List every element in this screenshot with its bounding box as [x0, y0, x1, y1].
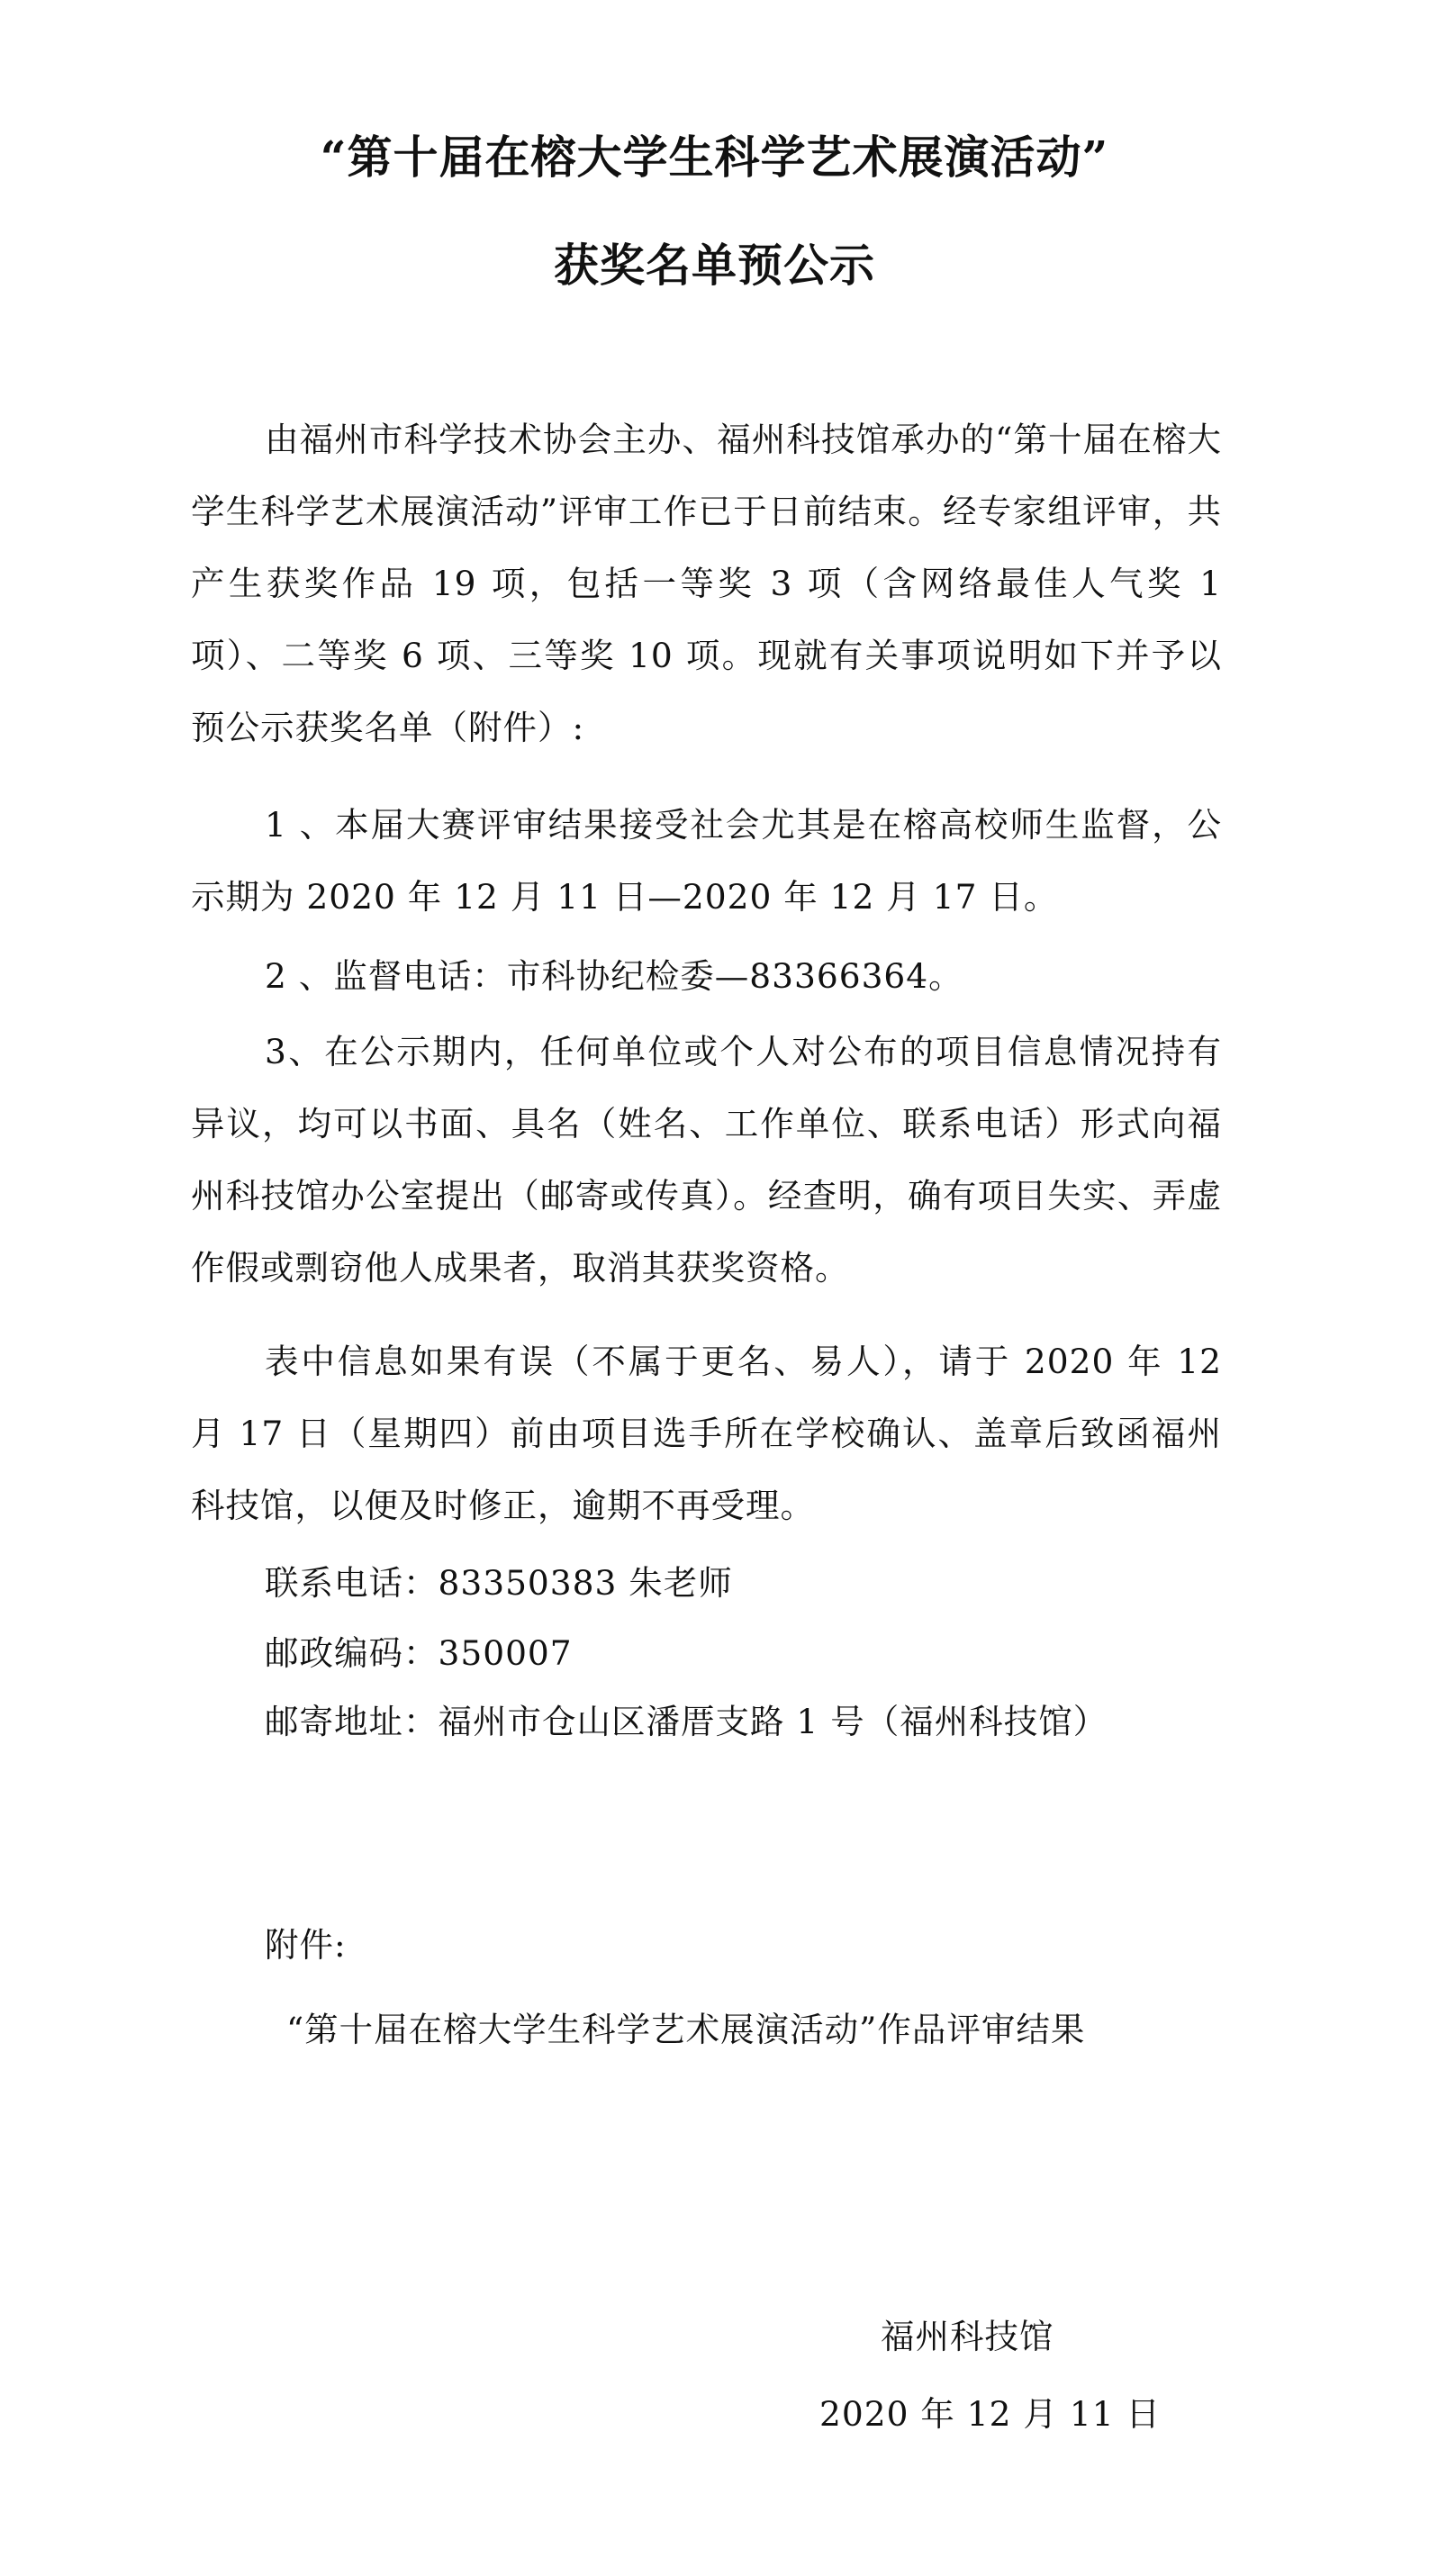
signature-date: 2020 年 12 月 11 日 [819, 2394, 1161, 2434]
attachment-label: 附件: [265, 1925, 347, 1965]
intro-paragraph: 由福州市科学技术协会主办、福州科技馆承办的“第十届在榕大学生科学艺术展演活动”评审工作已于日前结束。经专家组评审，共产生获奖作品 19 项，包括一等奖 3 项（含网络最佳人气奖 1 项）、二等奖 6 项、三等奖 10 项。现就有关事项说明如下并予以预公示获奖名单（附件）: [191, 420, 1222, 747]
attachment-item: “第十届在榕大学生科学艺术展演活动”作品评审结果 [286, 2010, 1086, 2049]
notice-item-1: 1 、本届大赛评审结果接受社会尤其是在榕高校师生监督，公示期为 2020 年 12 月 11 日—2020 年 12 月 17 日。 [191, 805, 1222, 917]
document-title-line-1: “第十届在榕大学生科学艺术展演活动” [320, 131, 1109, 184]
notice-item-2: 2 、监督电话：市科协纪检委—83366364。 [265, 956, 963, 996]
document-title-line-2: 获奖名单预公示 [554, 239, 875, 292]
contact-phone-line: 联系电话：83350383 朱老师 [265, 1563, 733, 1603]
postcode-line: 邮政编码：350007 [265, 1633, 573, 1673]
mailing-address-line: 邮寄地址：福州市仓山区潘厝支路 1 号（福州科技馆） [265, 1702, 1108, 1741]
notice-item-3: 3、在公示期内，任何单位或个人对公布的项目信息情况持有异议，均可以书面、具名（姓名、工作单位、联系电话）形式向福州科技馆办公室提出（邮寄或传真）。经查明，确有项目失实、弄虚作假或剽窃他人成果者，取消其获奖资格。 [191, 1032, 1222, 1288]
signature-organization: 福州科技馆 [881, 2317, 1054, 2356]
error-correction-paragraph: 表中信息如果有误（不属于更名、易人），请于 2020 年 12 月 17 日（星期四）前由项目选手所在学校确认、盖章后致函福州科技馆，以便及时修正，逾期不再受理。 [191, 1342, 1222, 1525]
